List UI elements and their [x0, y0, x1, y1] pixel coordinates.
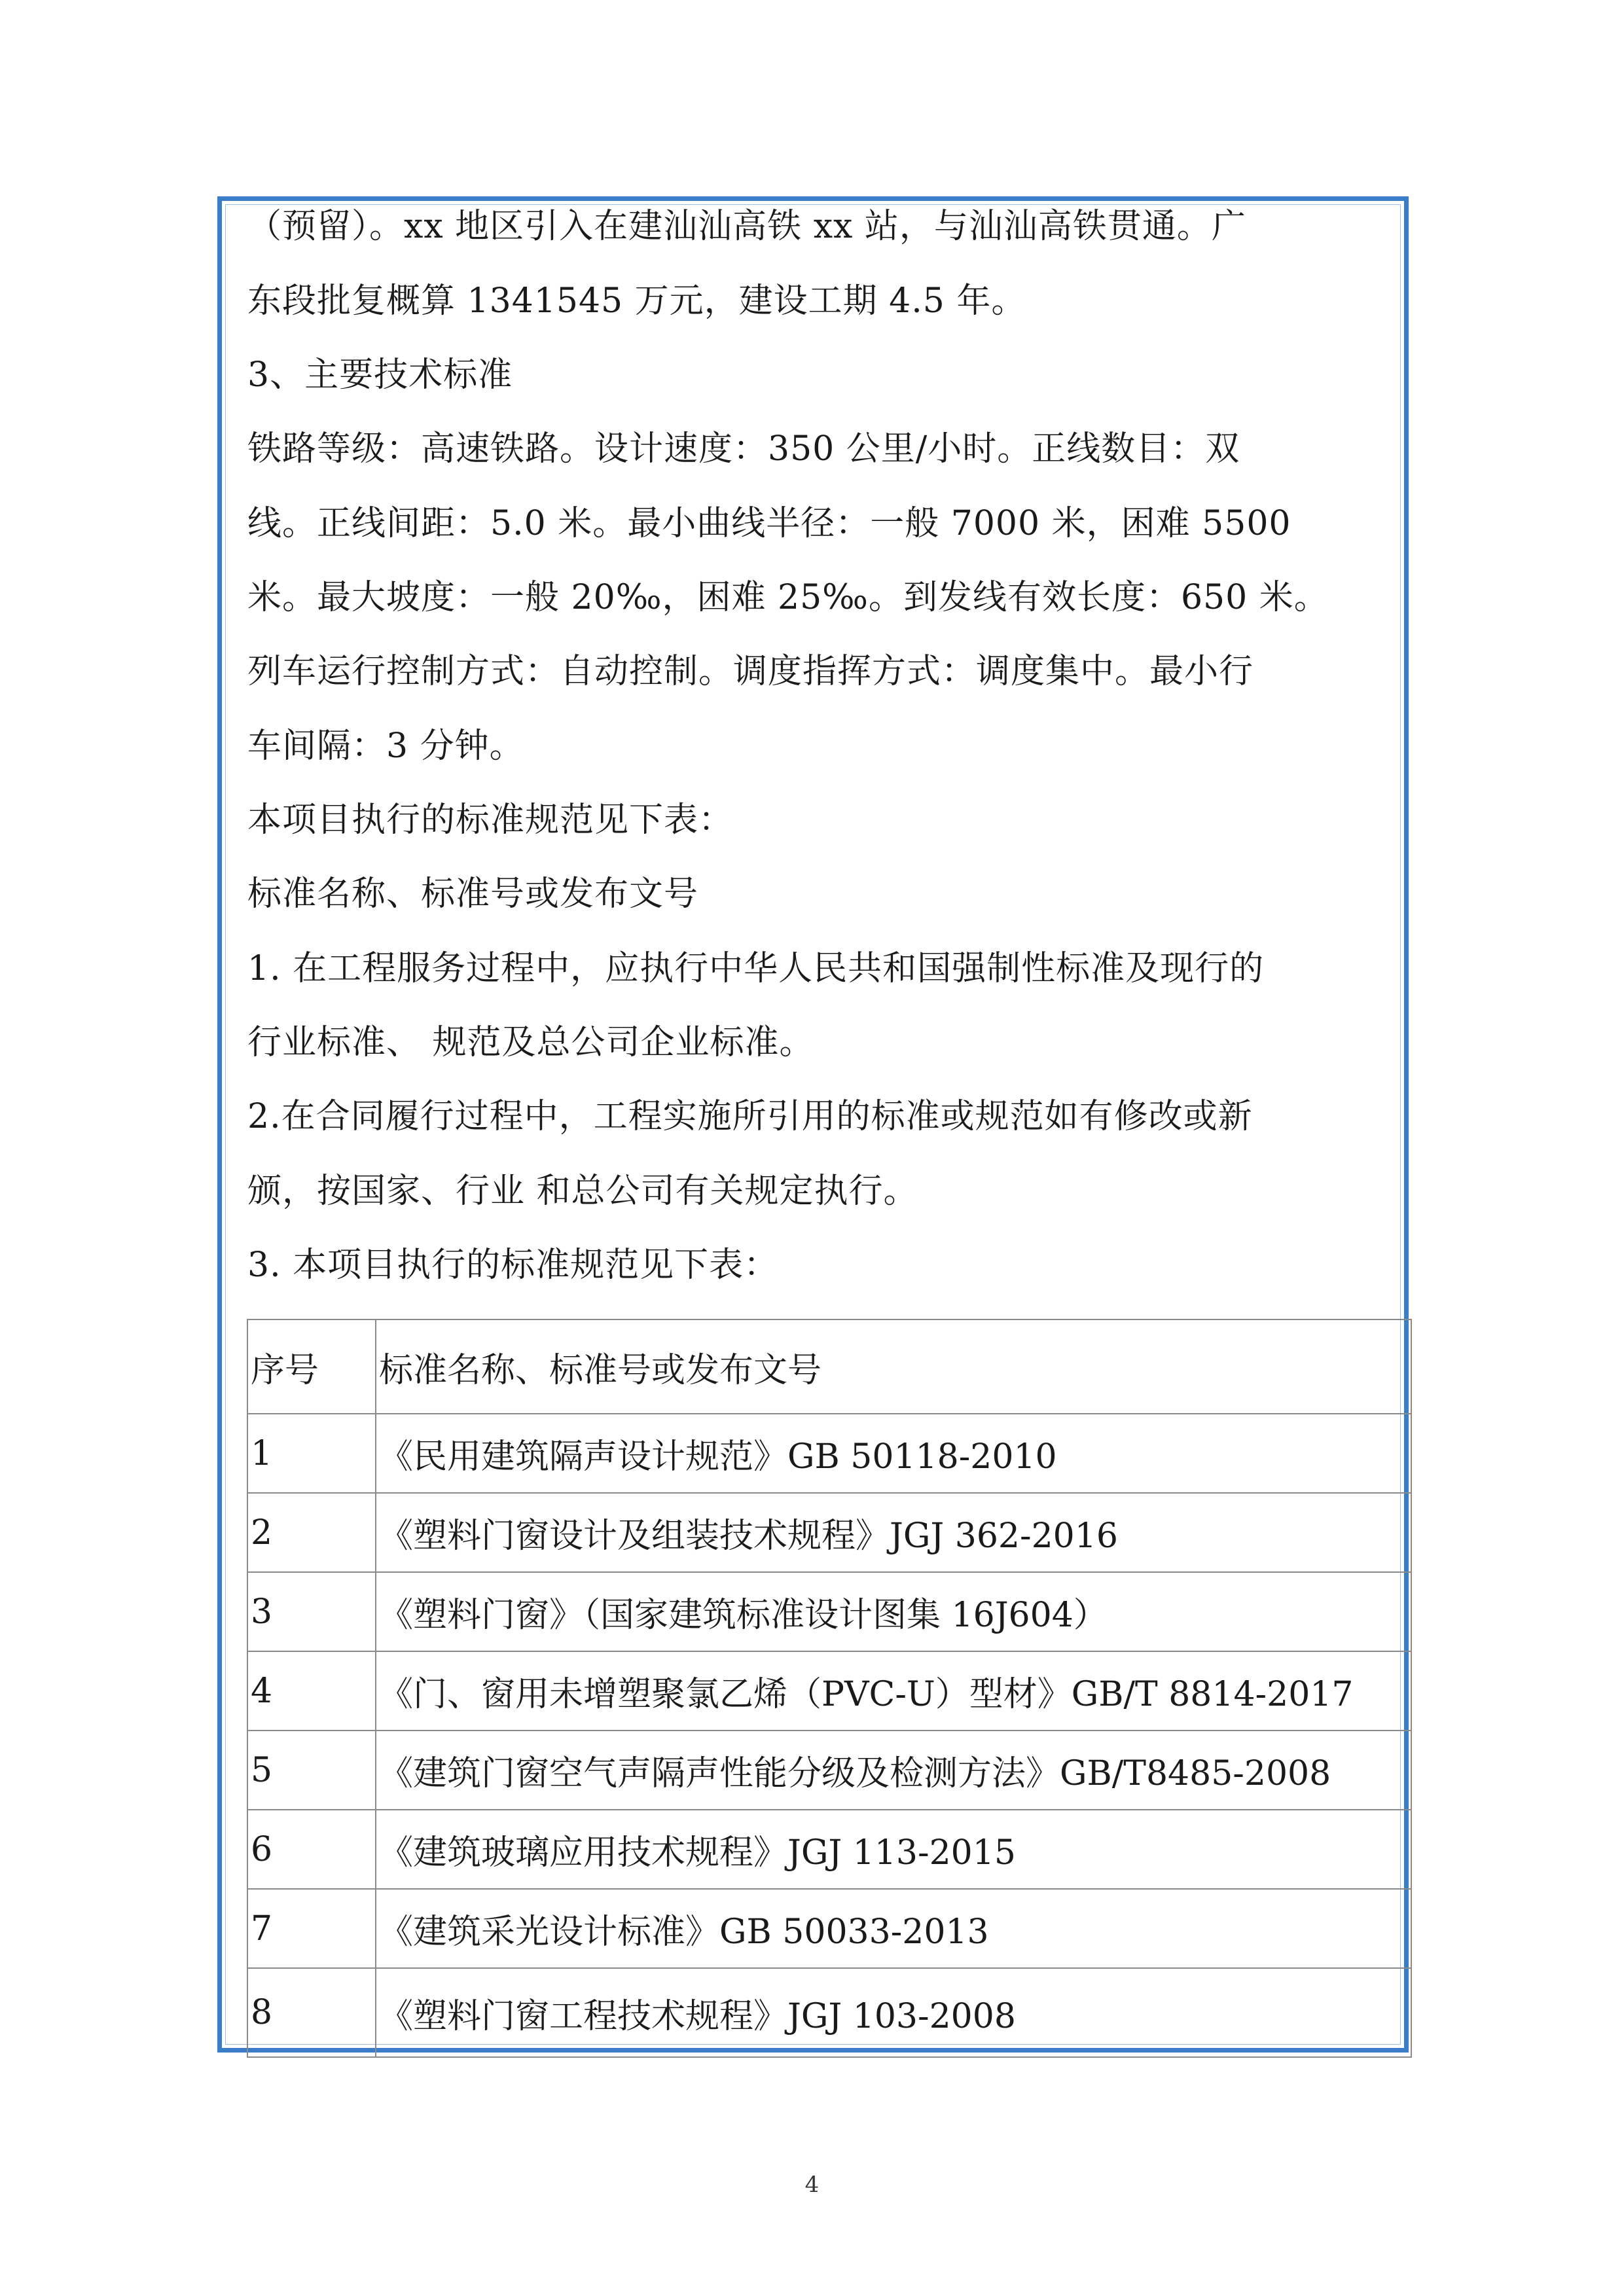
- table-row: [247, 1731, 1411, 1810]
- table-row: [247, 1414, 1411, 1493]
- paragraph-line: 线。正线间距：5.0 米。最小曲线半径：一般 7000 米，困难 5500: [247, 504, 1291, 543]
- row-number-cell: 3: [247, 1572, 376, 1651]
- paragraph-line: 本项目执行的标准规范见下表：: [247, 800, 734, 840]
- table-row: [247, 1810, 1411, 1889]
- table-header-row: [247, 1319, 1411, 1414]
- paragraph-line: 车间隔：3 分钟。: [247, 726, 524, 766]
- row-standard-cell: 《建筑玻璃应用技术规程》JGJ 113-2015: [376, 1810, 1411, 1889]
- paragraph-line: 铁路等级：高速铁路。设计速度：350 公里/小时。正线数目：双: [247, 429, 1240, 469]
- paragraph-line: 列车运行控制方式：自动控制。调度指挥方式：调度集中。最小行: [247, 652, 1254, 691]
- table-row: [247, 1968, 1411, 2057]
- row-standard-cell: 《塑料门窗》（国家建筑标准设计图集 16J604）: [376, 1572, 1411, 1651]
- paragraph-line: 东段批复概算 1341545 万元，建设工期 4.5 年。: [247, 281, 1026, 321]
- row-number-cell: 8: [247, 1968, 376, 2057]
- paragraph-line: 3. 本项目执行的标准规范见下表：: [247, 1246, 779, 1285]
- row-number-cell: 7: [247, 1889, 376, 1968]
- row-number-cell: 4: [247, 1651, 376, 1731]
- table-row: [247, 1572, 1411, 1651]
- paragraph-line: 1. 在工程服务过程中，应执行中华人民共和国强制性标准及现行的: [247, 949, 1265, 988]
- header-cell-number: 序号: [247, 1319, 376, 1414]
- standards-table: [247, 1319, 1412, 2058]
- row-number-cell: 5: [247, 1731, 376, 1810]
- row-number-cell: 2: [247, 1493, 376, 1572]
- table-row: [247, 1889, 1411, 1968]
- row-standard-cell: 《建筑采光设计标准》GB 50033-2013: [376, 1889, 1411, 1968]
- row-standard-cell: 《塑料门窗设计及组装技术规程》JGJ 362-2016: [376, 1493, 1411, 1572]
- table-row: [247, 1651, 1411, 1731]
- paragraph-line: 标准名称、标准号或发布文号: [247, 874, 699, 914]
- paragraph-line: 2.在合同履行过程中，工程实施所引用的标准或规范如有修改或新: [247, 1097, 1253, 1136]
- row-number-cell: 6: [247, 1810, 376, 1889]
- section-heading: 3、主要技术标准: [247, 355, 513, 395]
- row-standard-cell: 《塑料门窗工程技术规程》JGJ 103-2008: [376, 1968, 1411, 2057]
- table-row: [247, 1493, 1411, 1572]
- row-standard-cell: 《门、窗用未增塑聚氯乙烯（PVC-U）型材》GB/T 8814-2017: [376, 1651, 1411, 1731]
- row-number-cell: 1: [247, 1414, 376, 1493]
- page-number: 4: [804, 2172, 820, 2198]
- header-cell-standard: 标准名称、标准号或发布文号: [376, 1319, 1411, 1414]
- paragraph-line: 米。最大坡度：一般 20‰，困难 25‰。到发线有效长度：650 米。: [247, 578, 1329, 617]
- paragraph-line: （预留）。xx 地区引入在建汕汕高铁 xx 站，与汕汕高铁贯通。广: [247, 207, 1246, 246]
- row-standard-cell: 《建筑门窗空气声隔声性能分级及检测方法》GB/T8485-2008: [376, 1731, 1411, 1810]
- row-standard-cell: 《民用建筑隔声设计规范》GB 50118-2010: [376, 1414, 1411, 1493]
- paragraph-line: 颁，按国家、行业 和总公司有关规定执行。: [247, 1172, 918, 1211]
- paragraph-line: 行业标准、 规范及总公司企业标准。: [247, 1023, 814, 1062]
